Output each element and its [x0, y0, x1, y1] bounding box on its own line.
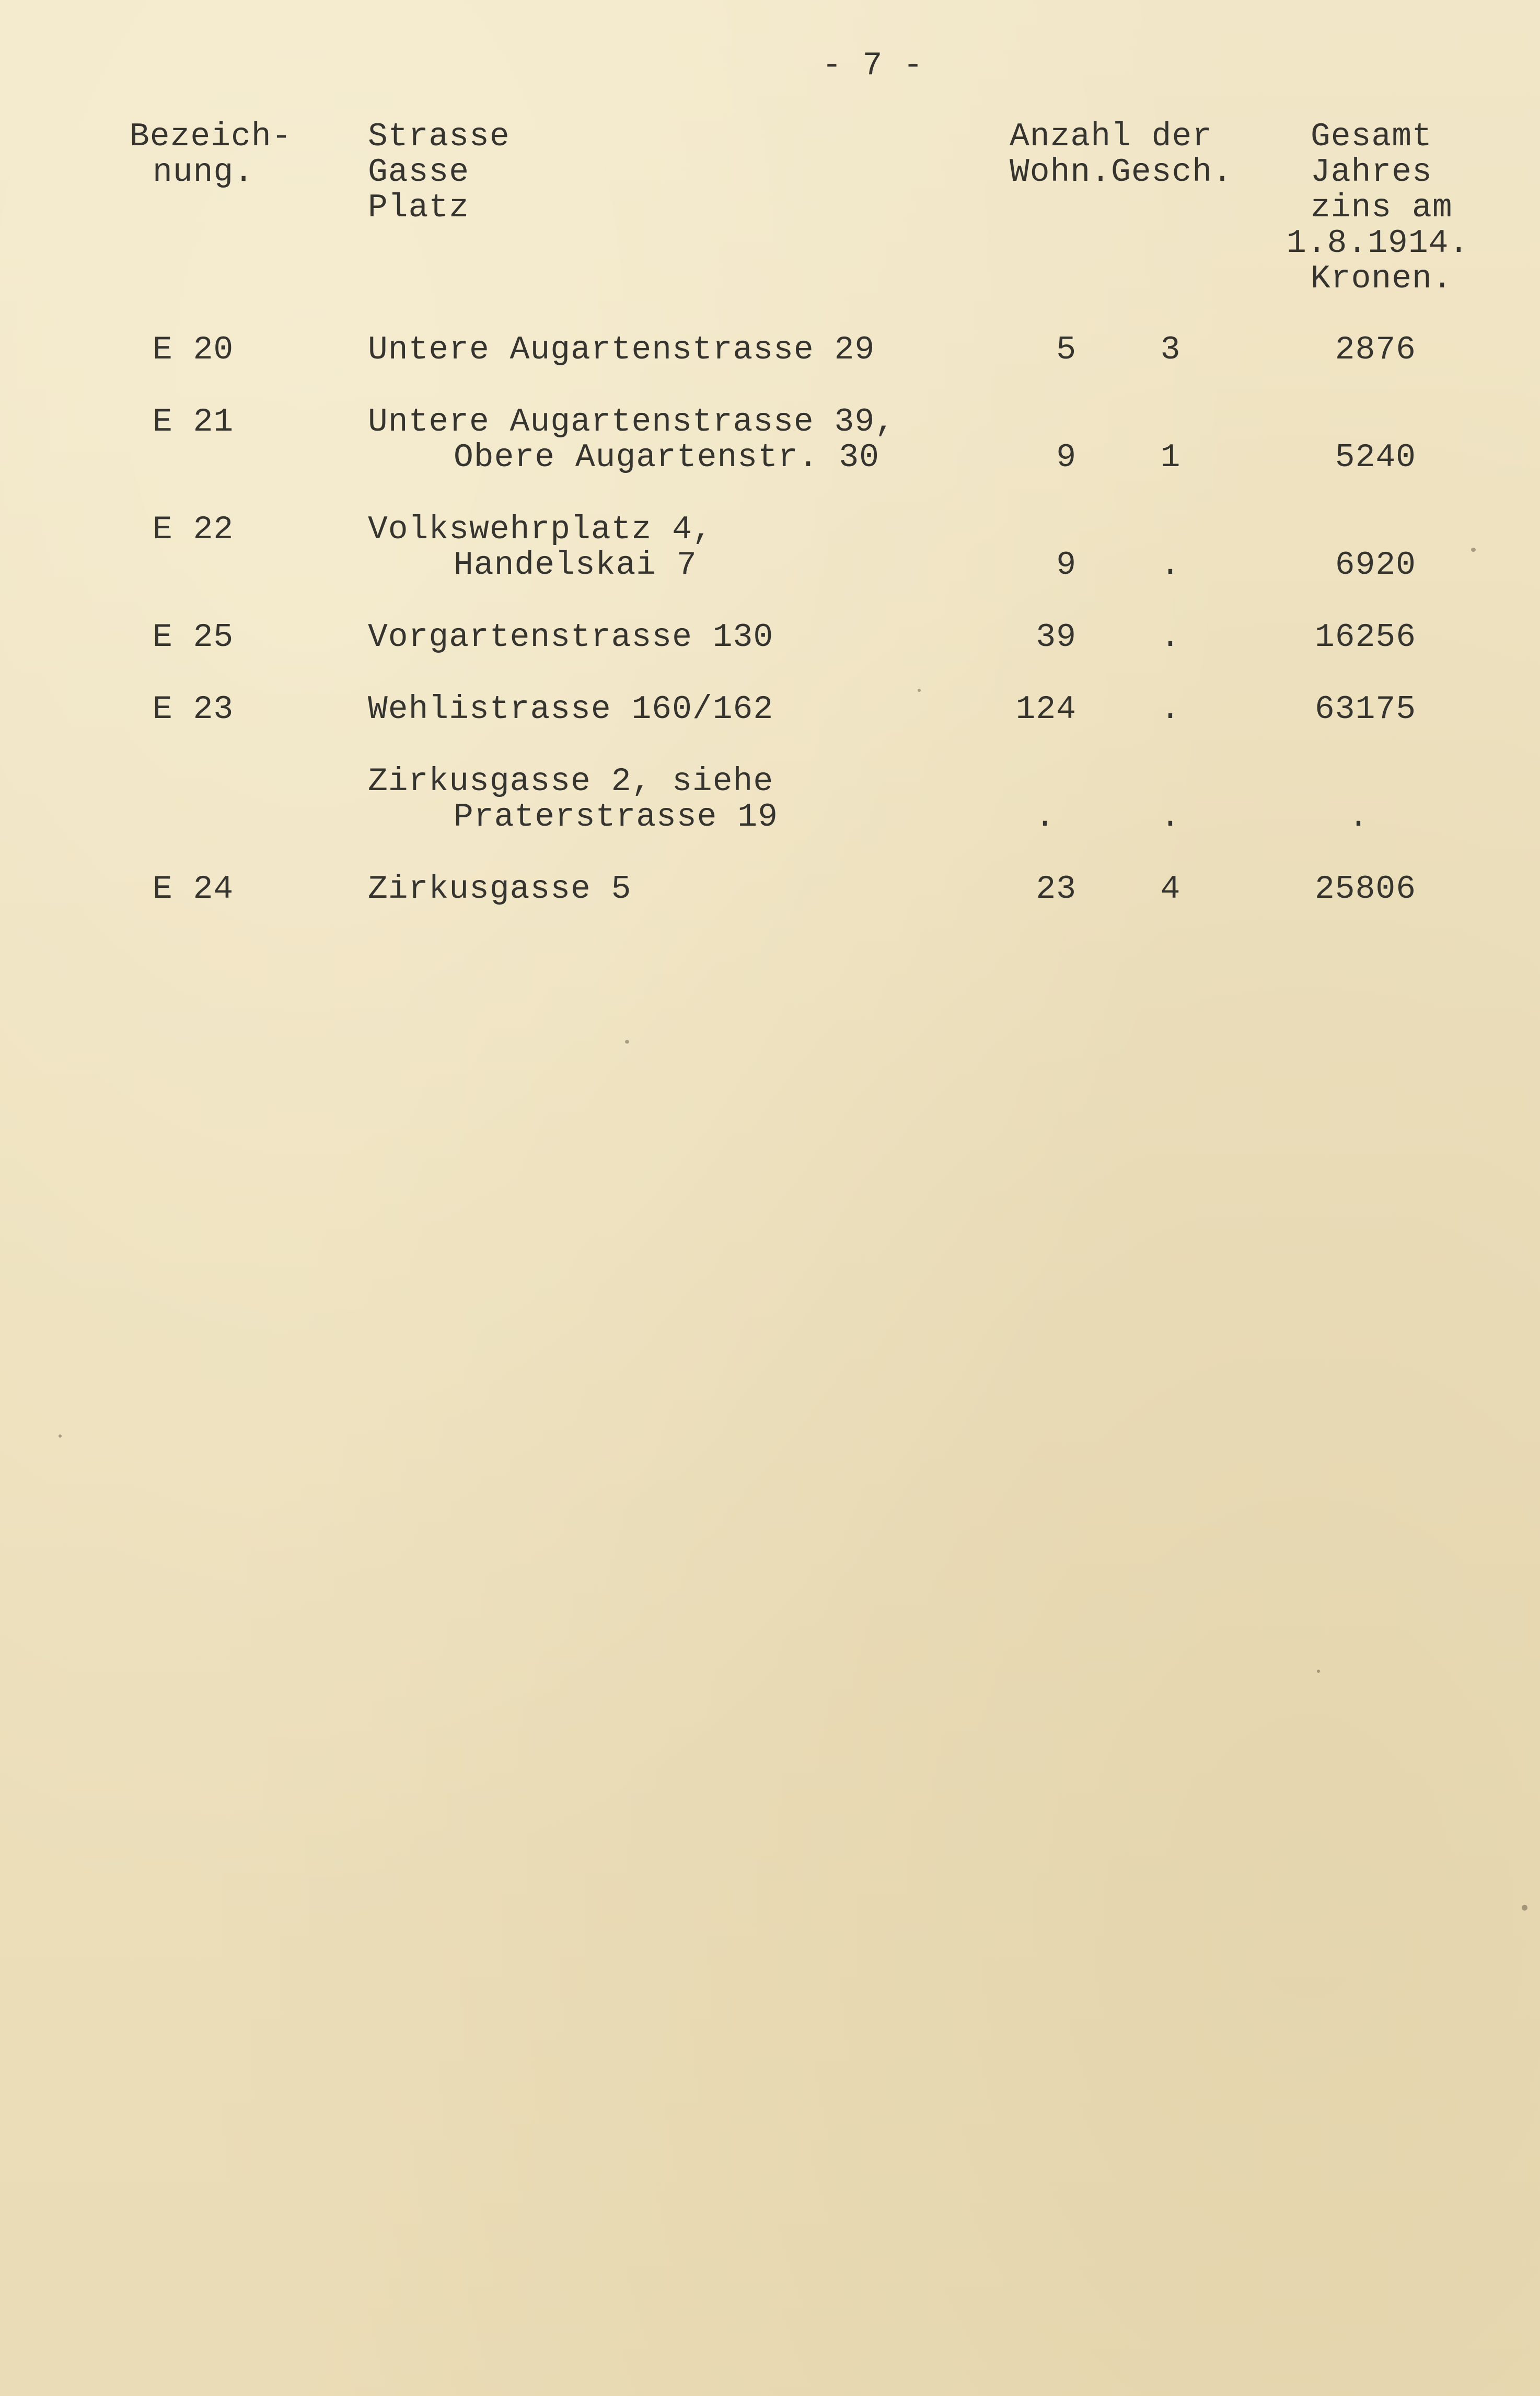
- paper-speck: [1522, 1905, 1527, 1911]
- row-zins: 6920: [1335, 547, 1416, 584]
- row-wohn: 124: [1015, 691, 1076, 728]
- paper-speck: [625, 1040, 629, 1044]
- row-gesch: .: [1160, 547, 1181, 584]
- row-address-line: Wehlistrasse 160/162: [368, 691, 774, 728]
- row-wohn: 23: [1036, 871, 1076, 908]
- row-id: E 21: [153, 403, 234, 441]
- header-bezeichnung-line-2: nung.: [153, 154, 254, 191]
- header-anzahl-line-2: Wohn.Gesch.: [1010, 154, 1233, 191]
- header-gesamt-line-4: 1.8.1914.: [1287, 225, 1469, 262]
- header-gesamt-line-2: Jahres: [1311, 154, 1432, 191]
- row-wohn: .: [1035, 798, 1056, 836]
- paper-speck: [918, 689, 921, 692]
- row-zins: 2876: [1335, 331, 1416, 368]
- row-zins: 16256: [1314, 619, 1416, 656]
- row-id: E 22: [153, 511, 234, 548]
- row-gesch: .: [1160, 691, 1181, 728]
- paper-speck: [1471, 548, 1476, 552]
- paper-speck: [1317, 1670, 1320, 1673]
- row-gesch: .: [1160, 619, 1181, 656]
- page-number: - 7 -: [821, 47, 924, 84]
- row-address-line: Vorgartenstrasse 130: [368, 619, 774, 656]
- paper-speck: [59, 1434, 62, 1438]
- header-platz: Platz: [368, 189, 470, 226]
- header-gesamt-line-1: Gesamt: [1311, 118, 1432, 155]
- header-bezeichnung-line-1: Bezeich-: [130, 118, 292, 155]
- row-address-line: Zirkusgasse 2, siehe: [368, 763, 774, 800]
- row-zins: .: [1348, 798, 1369, 836]
- row-address-line: Obere Augartenstr. 30: [454, 439, 879, 476]
- header-strasse: Strasse: [368, 118, 510, 155]
- row-gesch: .: [1160, 798, 1181, 836]
- row-wohn: 39: [1036, 619, 1076, 656]
- row-wohn: 9: [1056, 547, 1076, 584]
- row-wohn: 5: [1056, 331, 1076, 368]
- header-gesamt-line-5: Kronen.: [1311, 260, 1453, 297]
- row-zins: 5240: [1335, 439, 1416, 476]
- row-gesch: 4: [1160, 871, 1181, 908]
- row-zins: 63175: [1314, 691, 1416, 728]
- row-wohn: 9: [1056, 439, 1076, 476]
- row-gesch: 1: [1160, 439, 1181, 476]
- row-address-line: Untere Augartenstrasse 39,: [368, 403, 895, 441]
- row-id: E 24: [153, 871, 234, 908]
- row-id: E 25: [153, 619, 234, 656]
- row-address-line: Zirkusgasse 5: [368, 871, 632, 908]
- header-gasse: Gasse: [368, 154, 470, 191]
- row-address-line: Praterstrasse 19: [454, 798, 778, 836]
- row-zins: 25806: [1314, 871, 1416, 908]
- header-anzahl-line-1: Anzahl der: [1010, 118, 1213, 155]
- row-address-line: Untere Augartenstrasse 29: [368, 331, 875, 368]
- row-address-line: Handelskai 7: [454, 547, 697, 584]
- row-gesch: 3: [1160, 331, 1181, 368]
- row-id: E 20: [153, 331, 234, 368]
- row-address-line: Volkswehrplatz 4,: [368, 511, 713, 548]
- header-gesamt-line-3: zins am: [1311, 189, 1453, 226]
- row-id: E 23: [153, 691, 234, 728]
